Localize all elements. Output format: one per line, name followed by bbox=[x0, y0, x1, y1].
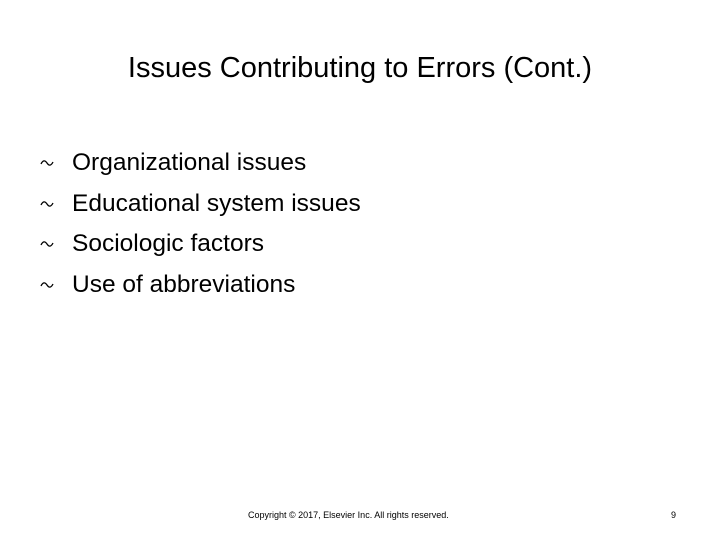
bullet-text: Use of abbreviations bbox=[72, 270, 296, 298]
list-item bbox=[40, 143, 361, 184]
wavy-dash-icon bbox=[40, 240, 72, 248]
wavy-dash-icon bbox=[40, 159, 72, 167]
bullet-text: Organizational issues bbox=[72, 149, 307, 177]
wavy-dash-icon bbox=[40, 200, 72, 208]
wavy-dash-icon bbox=[40, 281, 72, 289]
list-item bbox=[40, 184, 361, 225]
slide-title: Issues Contributing to Errors (Cont.) bbox=[127, 52, 593, 84]
bullet-list bbox=[40, 143, 361, 305]
bullet-text: Educational system issues bbox=[72, 189, 361, 217]
page-number: 9 bbox=[670, 510, 676, 520]
bullet-text: Sociologic factors bbox=[72, 230, 265, 258]
list-item bbox=[40, 265, 361, 306]
list-item bbox=[40, 224, 361, 265]
footer-copyright: Copyright © 2017, Elsevier Inc. All rights reserved. bbox=[248, 510, 449, 520]
